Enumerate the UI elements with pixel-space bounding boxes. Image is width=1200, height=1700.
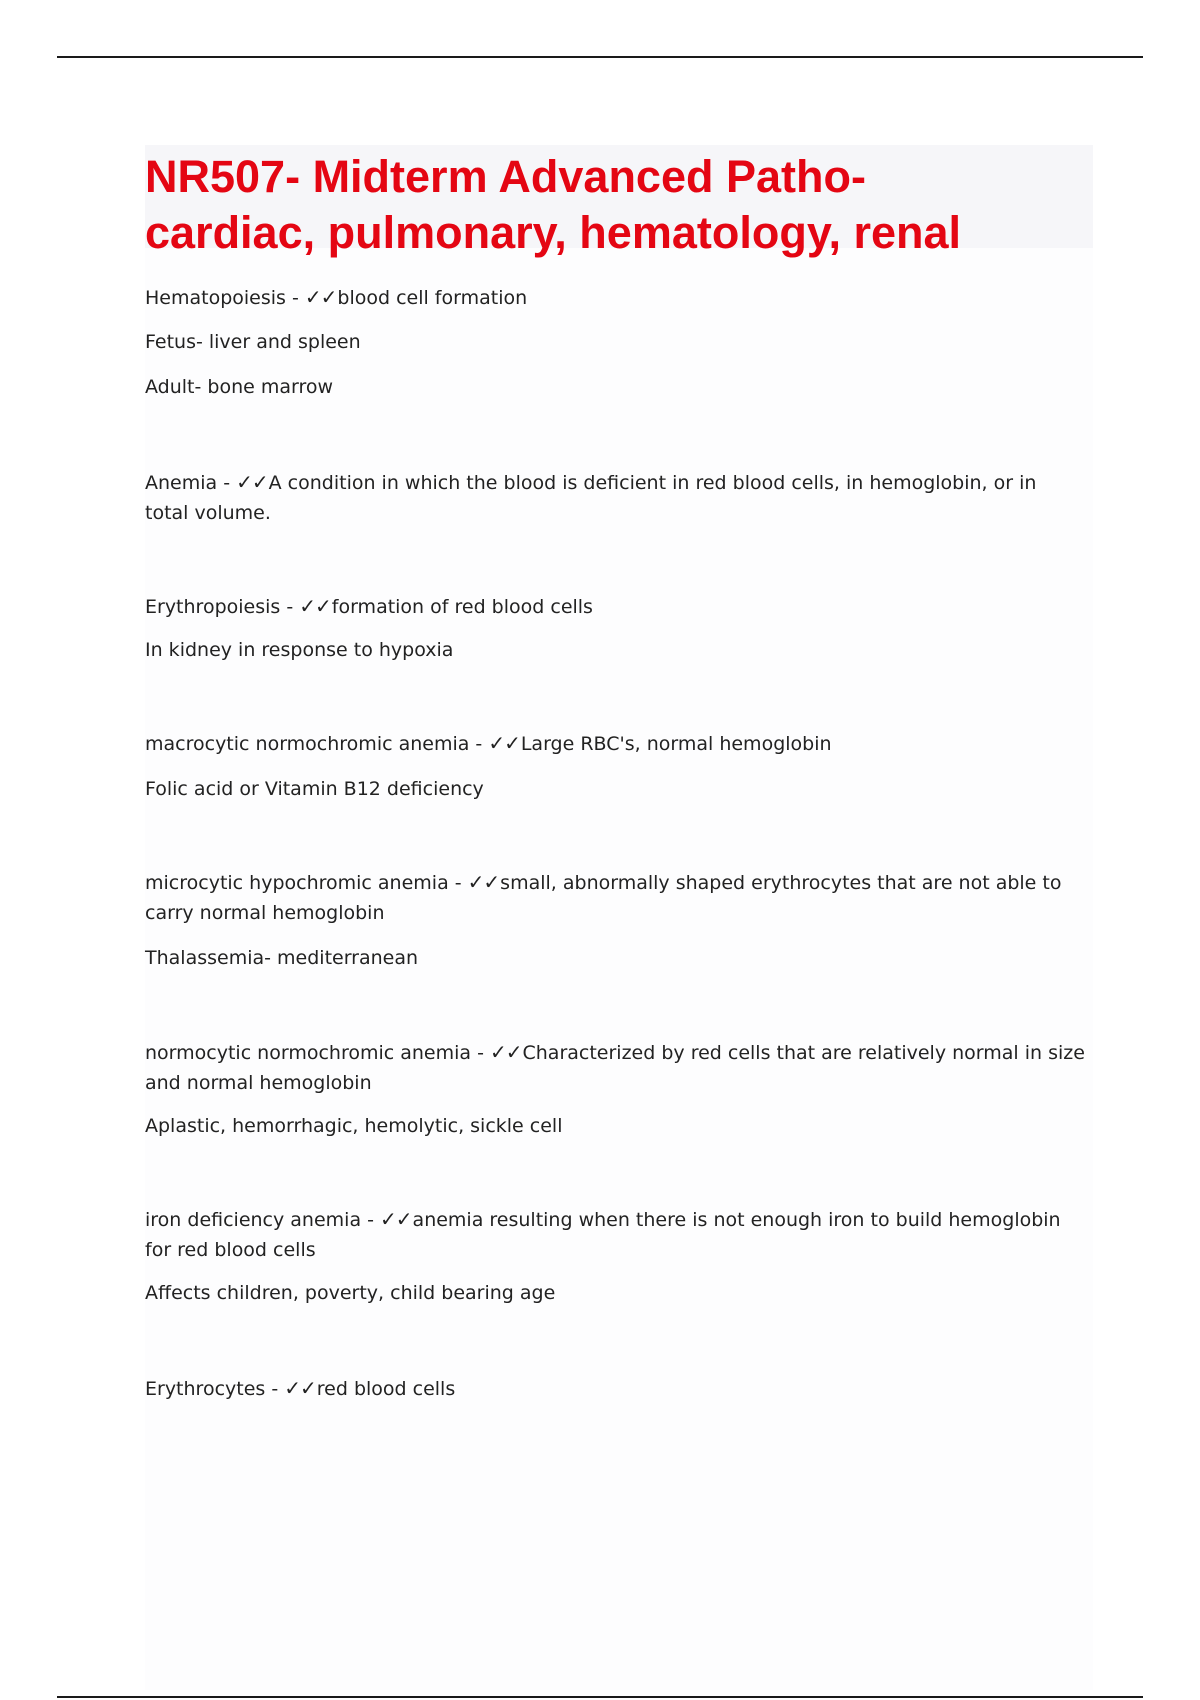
entry-iron-deficiency-anemia <box>145 1204 1085 1304</box>
entry-note: Aplastic, hemorrhagic, hemolytic, sickle cell <box>145 1115 563 1137</box>
entry-line <box>145 728 1085 759</box>
entry-separator: - <box>280 596 300 618</box>
check-mark-icon: ✓✓ <box>489 1040 522 1064</box>
check-mark-icon: ✓✓ <box>488 731 520 755</box>
entry-note: Fetus- liver and spleen <box>145 331 361 353</box>
entry-microcytic-hypochromic-anemia <box>145 867 1085 969</box>
entry-separator: - <box>469 733 489 755</box>
entry-note: Affects children, poverty, child bearing age <box>145 1282 556 1304</box>
entry-definition: formation of red blood cells <box>331 596 593 618</box>
entry-anemia <box>145 467 1085 528</box>
top-rule <box>57 56 1143 58</box>
entry-note: In kidney in response to hypoxia <box>145 639 454 661</box>
entry-term: microcytic hypochromic anemia <box>145 872 449 894</box>
document-page <box>145 145 1093 1690</box>
entry-macrocytic-normochromic-anemia <box>145 728 1085 800</box>
entry-line <box>145 282 1085 313</box>
entry-line <box>145 591 1085 622</box>
entry-term: Erythrocytes <box>145 1378 266 1400</box>
check-mark-icon: ✓✓ <box>299 594 331 618</box>
entry-note: Folic acid or Vitamin B12 deficiency <box>145 778 484 800</box>
entry-erythropoiesis <box>145 591 1085 661</box>
entry-line <box>145 467 1085 528</box>
entry-line <box>145 1373 1085 1404</box>
entry-note: Thalassemia- mediterranean <box>145 947 419 969</box>
check-mark-icon: ✓✓ <box>236 470 268 494</box>
entry-separator: - <box>361 1209 381 1231</box>
entry-erythrocytes <box>145 1373 1085 1404</box>
entry-definition: Large RBC's, normal hemoglobin <box>520 733 832 755</box>
entry-separator: - <box>217 472 237 494</box>
bottom-rule <box>57 1696 1143 1698</box>
entry-term: Hematopoiesis <box>145 287 286 309</box>
entry-term: iron deficiency anemia <box>145 1209 362 1231</box>
entry-term: Erythropoiesis <box>145 596 281 618</box>
check-mark-icon: ✓✓ <box>380 1207 412 1231</box>
title-line-1: NR507- Midterm Advanced Patho- <box>145 151 866 202</box>
entry-separator: - <box>265 1378 285 1400</box>
entry-definition: blood cell formation <box>337 287 528 309</box>
entry-term: macrocytic normochromic anemia <box>145 733 470 755</box>
entry-definition: Characterized by red cells that are relatively normal in size and normal hemoglobin <box>145 1042 1085 1094</box>
title-line-2: cardiac, pulmonary, hematology, renal <box>145 207 962 258</box>
entry-definition: A condition in which the blood is deficient in red blood cells, in hemoglobin, or in total volume. <box>145 472 1037 524</box>
entry-line <box>145 1204 1085 1265</box>
entry-separator: - <box>285 287 305 309</box>
entry-separator: - <box>448 872 468 894</box>
entry-definition: red blood cells <box>316 1378 456 1400</box>
entry-line <box>145 867 1085 928</box>
entry-line <box>145 1037 1085 1098</box>
entry-definition: small, abnormally shaped erythrocytes that are not able to carry normal hemoglobin <box>145 872 1062 924</box>
entry-normocytic-normochromic-anemia <box>145 1037 1085 1137</box>
check-mark-icon: ✓✓ <box>284 1376 316 1400</box>
check-mark-icon: ✓✓ <box>304 285 337 309</box>
check-mark-icon: ✓✓ <box>467 870 500 894</box>
entry-term: Anemia <box>145 472 218 494</box>
title-block <box>145 145 1093 258</box>
entry-note: Adult- bone marrow <box>145 376 334 398</box>
entry-term: normocytic normochromic anemia <box>145 1042 472 1064</box>
entry-separator: - <box>471 1042 490 1064</box>
entry-hematopoiesis <box>145 282 1085 398</box>
entry-definition: anemia resulting when there is not enough iron to build hemoglobin for red blood cells <box>145 1209 1061 1261</box>
